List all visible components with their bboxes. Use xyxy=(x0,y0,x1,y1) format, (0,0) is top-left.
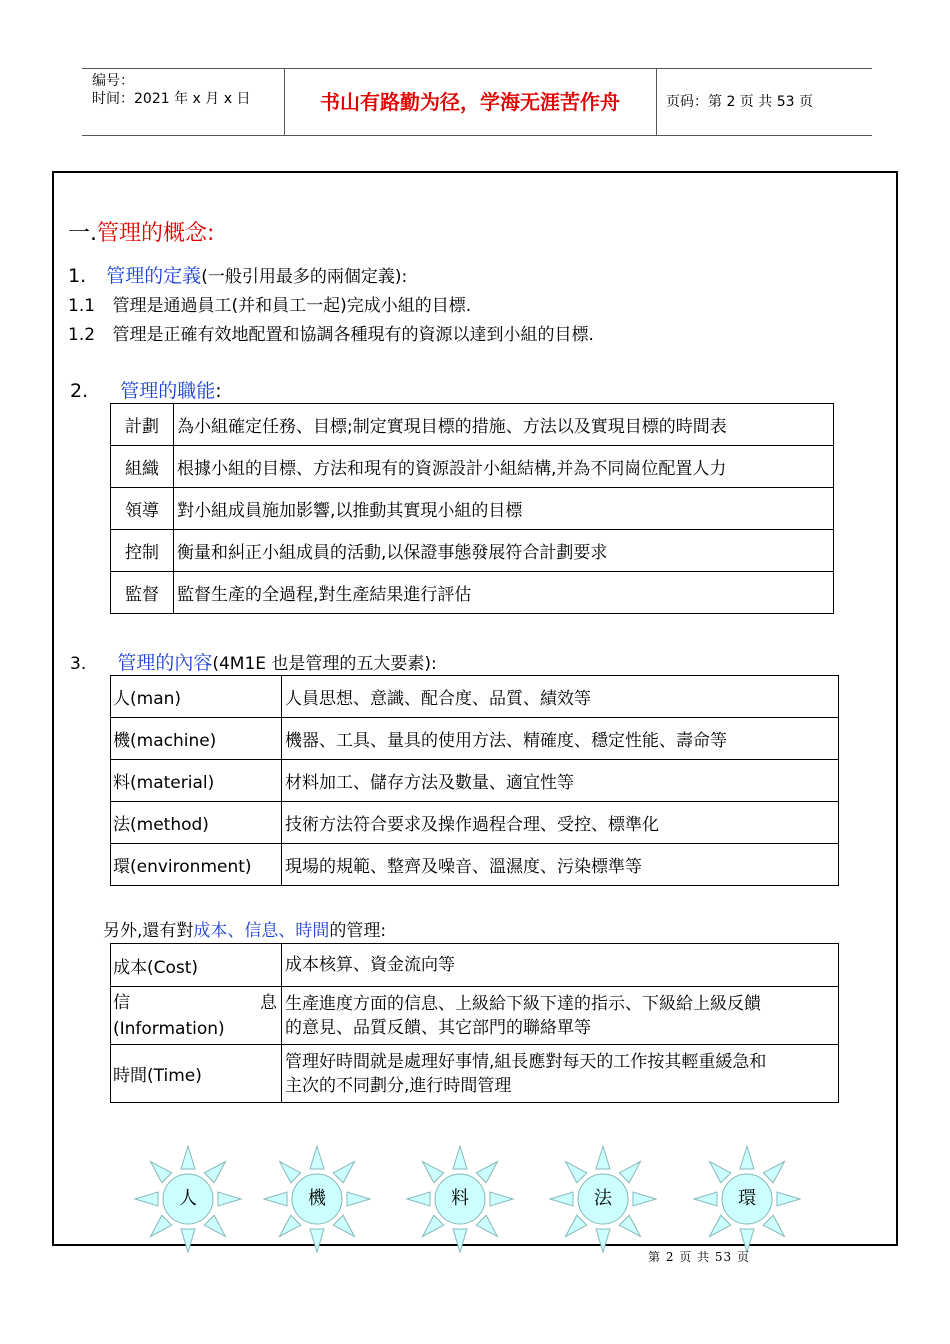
extra-intro xyxy=(103,916,386,941)
extra-desc-line: 的意見、品質反饋、其它部門的聯絡單等 xyxy=(285,1017,591,1038)
element-name: 人(man) xyxy=(111,676,282,718)
sun-ray xyxy=(763,1215,784,1236)
header-meta xyxy=(92,72,250,108)
functions-title: 管理的職能 xyxy=(120,380,216,402)
sun-shape xyxy=(687,1145,807,1255)
functions-table xyxy=(110,403,834,614)
sun-ray xyxy=(566,1162,587,1183)
function-desc: 監督生產的全過程,對生產結果進行評估 xyxy=(174,572,834,614)
functions-heading xyxy=(70,376,222,403)
sun-ray xyxy=(566,1215,587,1236)
section-number: 一. xyxy=(68,221,97,246)
definition-item-number: 1.2 xyxy=(68,325,96,345)
section-title: 管理的概念: xyxy=(97,221,215,246)
functions-number: 2. xyxy=(70,380,89,402)
sun-ray xyxy=(453,1229,467,1252)
contents-table xyxy=(110,675,839,886)
definition-item-number: 1.1 xyxy=(68,296,96,316)
sun-ray xyxy=(619,1215,640,1236)
table-row xyxy=(111,488,834,530)
table-row xyxy=(111,802,839,844)
contents-note: (4M1E 也是管理的五大要素): xyxy=(212,654,437,674)
sun-ray xyxy=(333,1162,354,1183)
sun-ray xyxy=(204,1162,225,1183)
extra-desc-line: 管理好時間就是處理好事情,組長應對每天的工作按其輕重緩急和 xyxy=(285,1051,767,1072)
sun-label: 法 xyxy=(594,1188,612,1209)
table-row xyxy=(111,676,839,718)
table-row xyxy=(111,446,834,488)
contents-number: 3. xyxy=(70,654,87,674)
function-name: 監督 xyxy=(111,572,174,614)
sun-ray xyxy=(763,1162,784,1183)
extra-desc xyxy=(282,1045,839,1103)
element-desc: 人員思想、意識、配合度、品質、績效等 xyxy=(282,676,839,718)
function-desc: 根據小組的目標、方法和現有的資源設計小組結構,并為不同崗位配置人力 xyxy=(174,446,834,488)
element-desc: 材料加工、儲存方法及數量、適宜性等 xyxy=(282,760,839,802)
function-name: 計劃 xyxy=(111,404,174,446)
element-name: 料(material) xyxy=(111,760,282,802)
sun-ray xyxy=(710,1162,731,1183)
sun-ray xyxy=(280,1215,301,1236)
sun-ray xyxy=(151,1215,172,1236)
sun-ray xyxy=(423,1162,444,1183)
table-row xyxy=(111,760,839,802)
element-name: 環(environment) xyxy=(111,844,282,886)
extra-name-part: 息 xyxy=(260,992,277,1013)
sun-shape xyxy=(543,1145,663,1255)
definition-item-text: 管理是通過員工(并和員工一起)完成小組的目標. xyxy=(112,296,472,316)
sun-ray xyxy=(333,1215,354,1236)
definition-note: (一般引用最多的兩個定義): xyxy=(201,267,408,287)
contents-heading xyxy=(70,648,437,675)
table-row xyxy=(111,718,839,760)
table-row xyxy=(111,404,834,446)
extra-desc: 成本核算、資金流向等 xyxy=(282,944,839,987)
sun-ray xyxy=(710,1215,731,1236)
definition-item-text: 管理是正確有效地配置和協調各種現有的資源以達到小組的目標. xyxy=(112,325,594,345)
sun-label: 機 xyxy=(308,1188,326,1209)
number-label: 编号： xyxy=(92,73,134,89)
element-name: 機(machine) xyxy=(111,718,282,760)
contents-title: 管理的內容 xyxy=(117,652,213,674)
definition-title: 管理的定義 xyxy=(106,265,202,287)
sun-ray xyxy=(453,1146,467,1169)
function-name: 控制 xyxy=(111,530,174,572)
extra-name-part: (Information) xyxy=(113,1018,225,1039)
footer-page-number: 第 2 页 共 53 页 xyxy=(648,1250,750,1264)
extra-highlight: 成本、信息、時間 xyxy=(193,921,330,941)
sun-ray xyxy=(280,1162,301,1183)
extra-prefix: 另外,還有對 xyxy=(103,921,194,941)
function-desc: 對小組成員施加影響,以推動其實現小組的目標 xyxy=(174,488,834,530)
sun-ray xyxy=(181,1229,195,1252)
element-desc: 機器、工具、量具的使用方法、精確度、穩定性能、壽命等 xyxy=(282,718,839,760)
sun-ray xyxy=(596,1229,610,1252)
functions-colon: : xyxy=(215,380,222,402)
extra-name: 時間(Time) xyxy=(111,1045,282,1103)
sun-ray xyxy=(476,1162,497,1183)
table-row xyxy=(111,987,839,1045)
document-header xyxy=(82,68,872,136)
sun-ray xyxy=(151,1162,172,1183)
function-desc: 為小組確定任務、目標;制定實現目標的措施、方法以及實現目標的時間表 xyxy=(174,404,834,446)
table-row xyxy=(111,1045,839,1103)
function-name: 組織 xyxy=(111,446,174,488)
function-name: 領導 xyxy=(111,488,174,530)
extra-desc xyxy=(282,987,839,1045)
header-divider xyxy=(656,68,657,136)
extra-desc-line: 主次的不同劃分,進行時間管理 xyxy=(285,1075,512,1096)
sun-ray xyxy=(310,1229,324,1252)
sun-ray xyxy=(596,1146,610,1169)
definition-item xyxy=(68,291,471,316)
element-desc: 技術方法符合要求及操作過程合理、受控、標準化 xyxy=(282,802,839,844)
table-row xyxy=(111,530,834,572)
header-page-info: 页码：第 2 页 共 53 页 xyxy=(666,94,813,110)
extra-name: 成本(Cost) xyxy=(111,944,282,987)
sun-ray xyxy=(476,1215,497,1236)
sun-ray xyxy=(423,1215,444,1236)
sun-label: 料 xyxy=(451,1188,469,1209)
table-row xyxy=(111,844,839,886)
section-heading xyxy=(68,216,214,247)
extra-name-split xyxy=(113,990,277,1016)
definition-number: 1. xyxy=(68,265,87,287)
table-row xyxy=(111,572,834,614)
table-row xyxy=(111,944,839,987)
sun-shape xyxy=(128,1145,248,1255)
definition-heading xyxy=(68,261,407,288)
definition-item xyxy=(68,320,594,345)
sun-shape xyxy=(257,1145,377,1255)
sun-ray xyxy=(204,1215,225,1236)
sun-ray xyxy=(619,1162,640,1183)
element-name: 法(method) xyxy=(111,802,282,844)
element-desc: 現場的規範、整齊及噪音、溫濕度、污染標準等 xyxy=(282,844,839,886)
sun-ray xyxy=(181,1146,195,1169)
sun-label: 環 xyxy=(738,1188,756,1209)
sun-ray xyxy=(740,1146,754,1169)
sun-ray xyxy=(310,1146,324,1169)
sun-shape xyxy=(400,1145,520,1255)
time-label: 时间：2021 年 x 月 x 日 xyxy=(92,91,251,107)
extra-suffix: 的管理: xyxy=(329,921,387,941)
sun-label: 人 xyxy=(179,1188,197,1209)
header-motto: 书山有路勤为径，学海无涯苦作舟 xyxy=(320,90,620,114)
function-desc: 衡量和糾正小組成員的活動,以保證事態發展符合計劃要求 xyxy=(174,530,834,572)
extra-desc-line: 生產進度方面的信息、上級給下級下達的指示、下級給上級反饋 xyxy=(285,993,761,1014)
extra-name-part: 信 xyxy=(113,992,130,1013)
extra-name xyxy=(111,987,282,1045)
extra-table xyxy=(110,943,839,1103)
